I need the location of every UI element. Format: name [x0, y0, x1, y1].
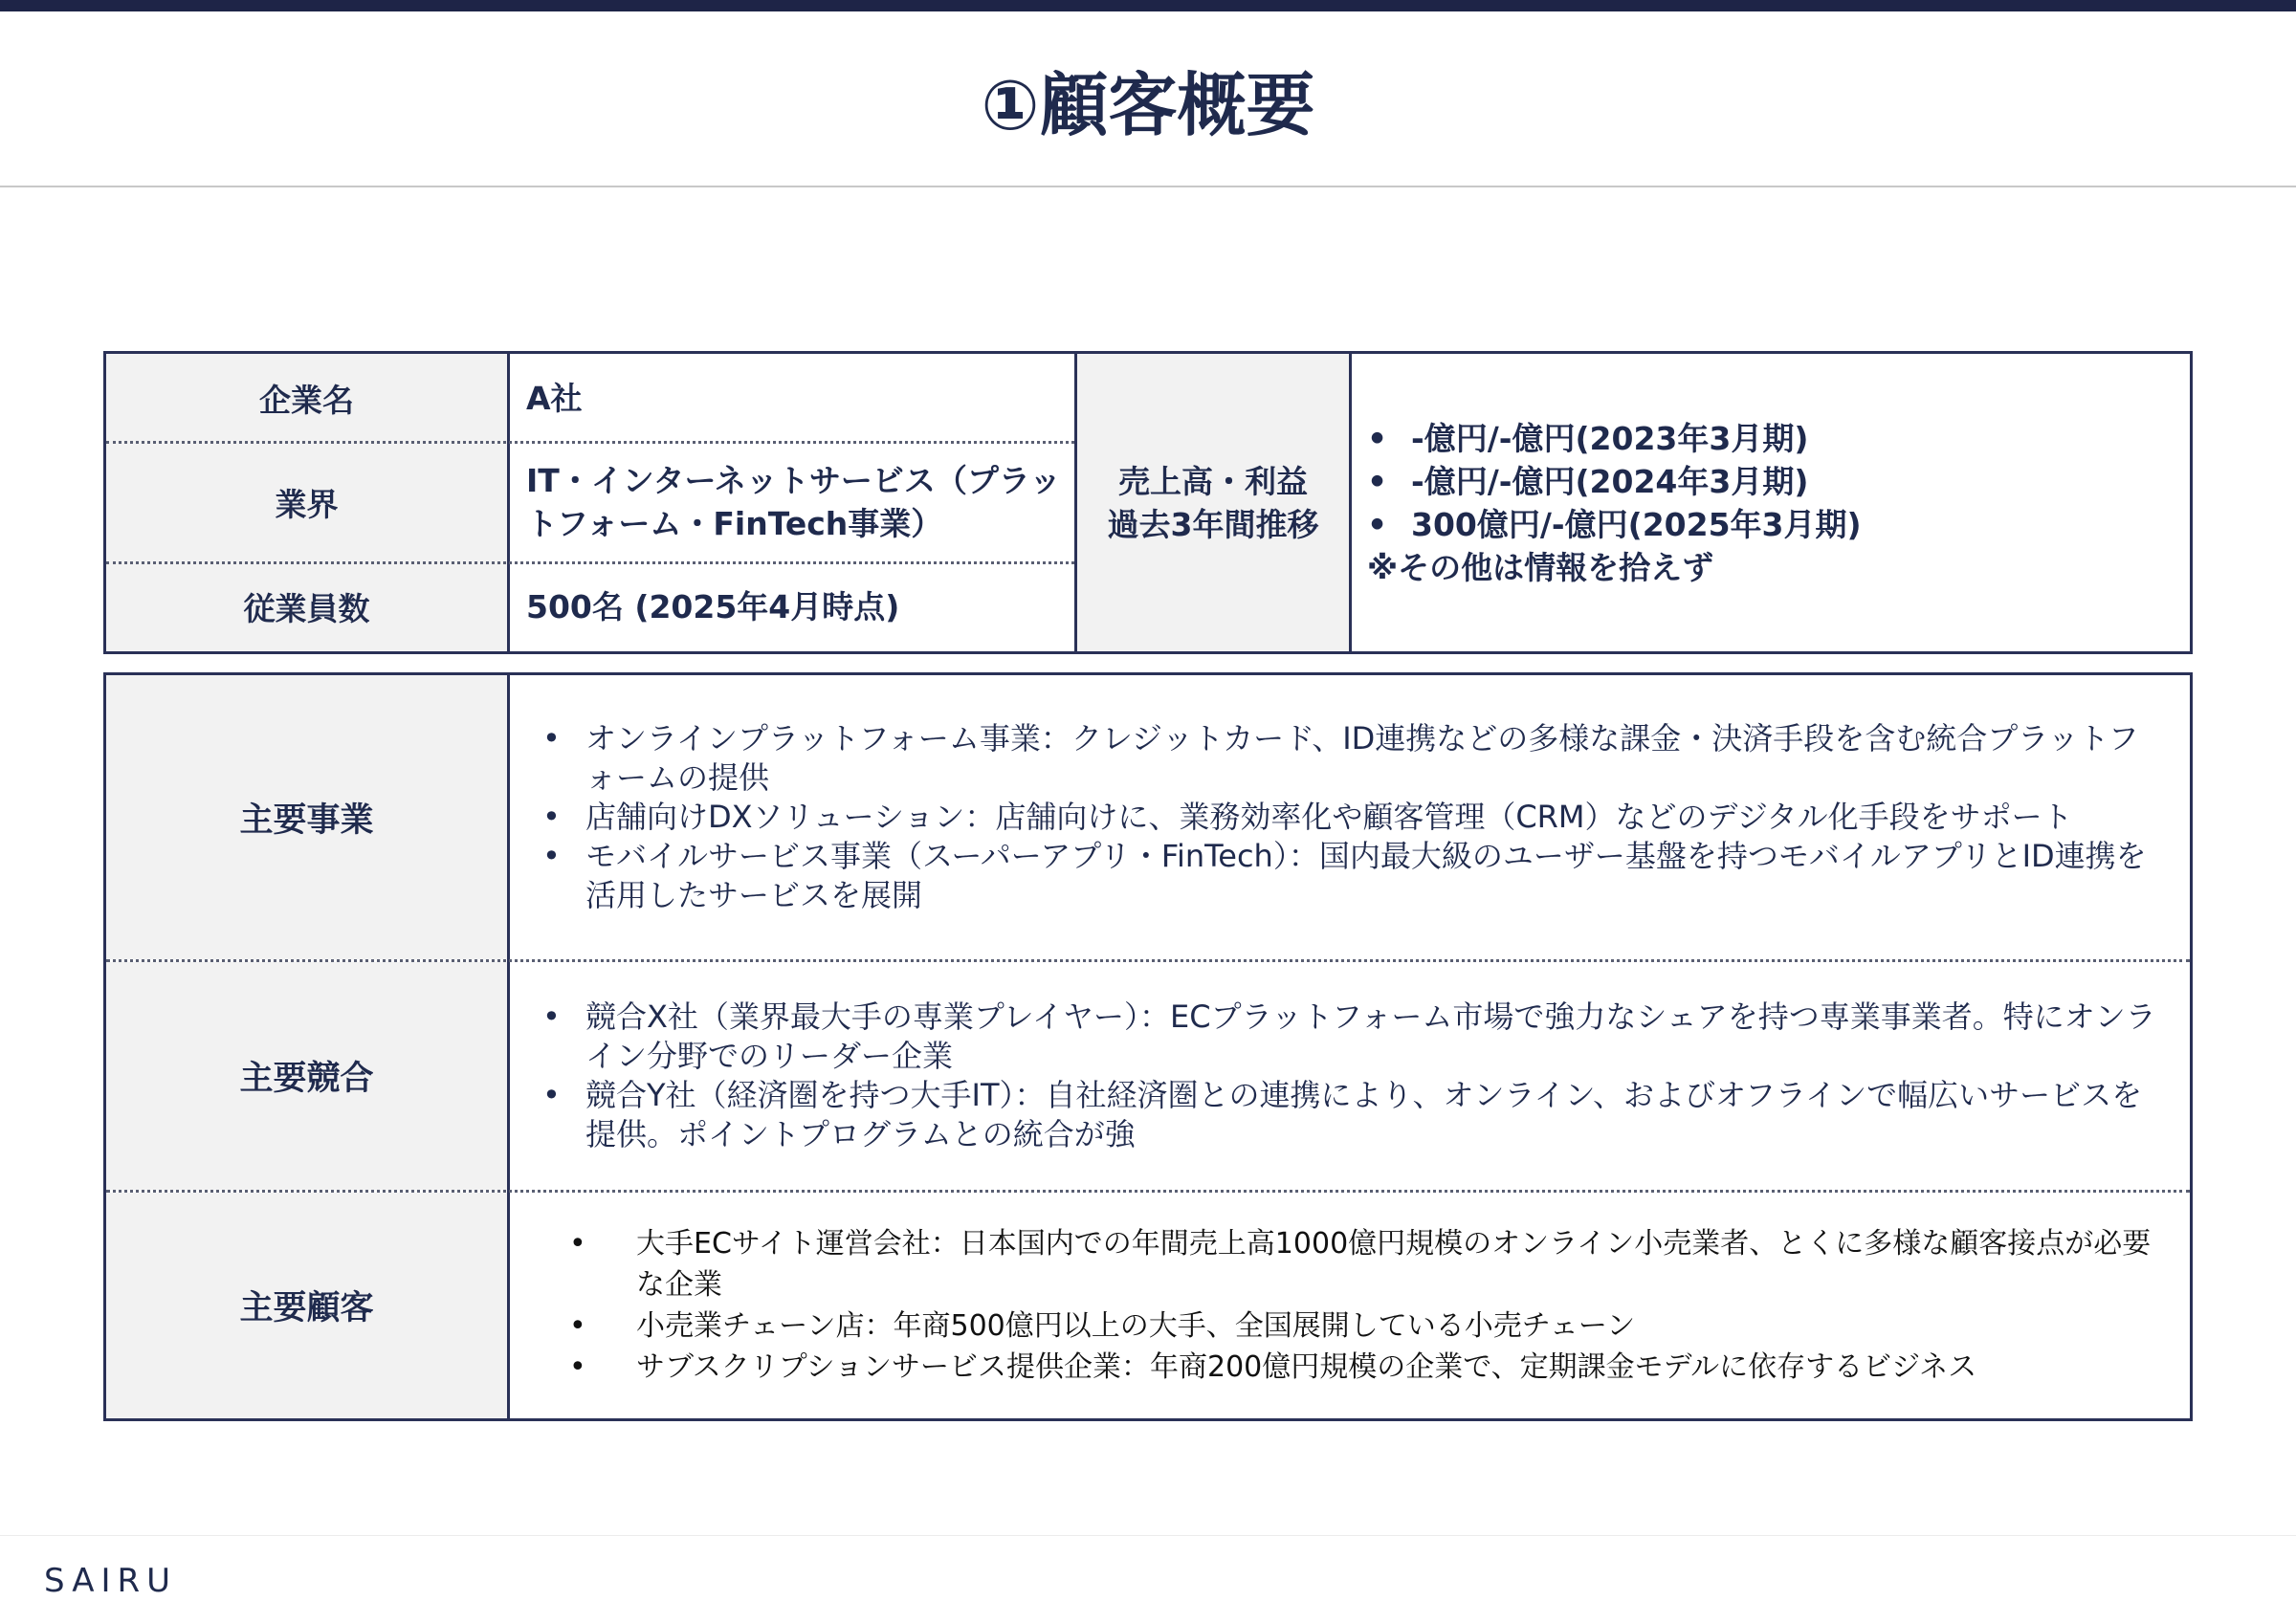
top-accent-bar — [0, 0, 2296, 11]
sales-label-line1: 売上高・利益 — [1118, 462, 1308, 500]
competitor-item: • 競合X社（業界最大手の専業プレイヤー）：ECプラットフォーム市場で強力なシェアを持つ専業事業者。特にオンライン分野でのリーダー企業 — [542, 998, 2161, 1076]
sales-values — [1352, 354, 2190, 651]
title-divider — [0, 186, 2296, 187]
competitors-label: 主要競合 — [106, 962, 507, 1190]
row-separator — [106, 561, 1074, 564]
business-detail-table — [103, 672, 2193, 1421]
customer-item: • サブスクリプションサービス提供企業：年商200億円規模の企業で、定期課金モデルに依存するビジネス — [569, 1347, 2161, 1388]
customers-list — [569, 1223, 2161, 1388]
sairu-logo: SAIRU — [44, 1562, 178, 1600]
footer-divider — [0, 1535, 2296, 1536]
sales-list — [1367, 417, 1862, 546]
industry-label: 業界 — [106, 442, 507, 562]
business-content — [510, 675, 2190, 959]
sales-item: • 300億円/-億円(2025年3月期) — [1367, 503, 1862, 546]
row-separator — [106, 441, 1074, 444]
page-title: ①顧客概要 — [981, 65, 1315, 145]
employees-label: 従業員数 — [106, 562, 507, 651]
customers-label: 主要顧客 — [106, 1193, 507, 1418]
competitors-list — [542, 998, 2161, 1154]
business-item: • オンラインプラットフォーム事業：クレジットカード、ID連携などの多様な課金・決済手段を含む統合プラットフォームの提供 — [542, 719, 2161, 798]
employees-value: 500名 (2025年4月時点) — [526, 588, 900, 625]
industry-value: IT・インターネットサービス（プラットフォーム・FinTech事業） — [526, 462, 1062, 542]
sales-label-line2: 過去3年間推移 — [1107, 505, 1319, 543]
competitor-item: • 競合Y社（経済圏を持つ大手IT）：自社経済圏との連携により、オンライン、およびオフラインで幅広いサービスを提供。ポイントプログラムとの統合が強 — [542, 1076, 2161, 1154]
competitors-content — [510, 962, 2190, 1190]
business-item: • 店舗向けDXソリューション：店舗向けに、業務効率化や顧客管理（CRM）などのデジタル化手段をサポート — [542, 798, 2161, 837]
sales-note: ※その他は情報を拾えず — [1367, 548, 1714, 586]
business-list — [542, 719, 2161, 915]
customer-item: • 小売業チェーン店：年商500億円以上の大手、全国展開している小売チェーン — [569, 1305, 2161, 1347]
business-item: • モバイルサービス事業（スーパーアプリ・FinTech）：国内最大級のユーザー基盤を持つモバイルアプリとID連携を活用したサービスを展開 — [542, 837, 2161, 915]
customers-content — [510, 1193, 2190, 1418]
company-name-label: 企業名 — [106, 354, 507, 442]
company-name-value: A社 — [526, 379, 583, 417]
sales-label — [1077, 354, 1349, 651]
company-summary-table — [103, 351, 2193, 654]
business-label: 主要事業 — [106, 675, 507, 959]
sales-item: • -億円/-億円(2024年3月期) — [1367, 460, 1862, 503]
customer-item: • 大手ECサイト運営会社：日本国内での年間売上高1000億円規模のオンライン小売業者、とくに多様な顧客接点が必要な企業 — [569, 1223, 2161, 1305]
sales-item: • -億円/-億円(2023年3月期) — [1367, 417, 1862, 460]
